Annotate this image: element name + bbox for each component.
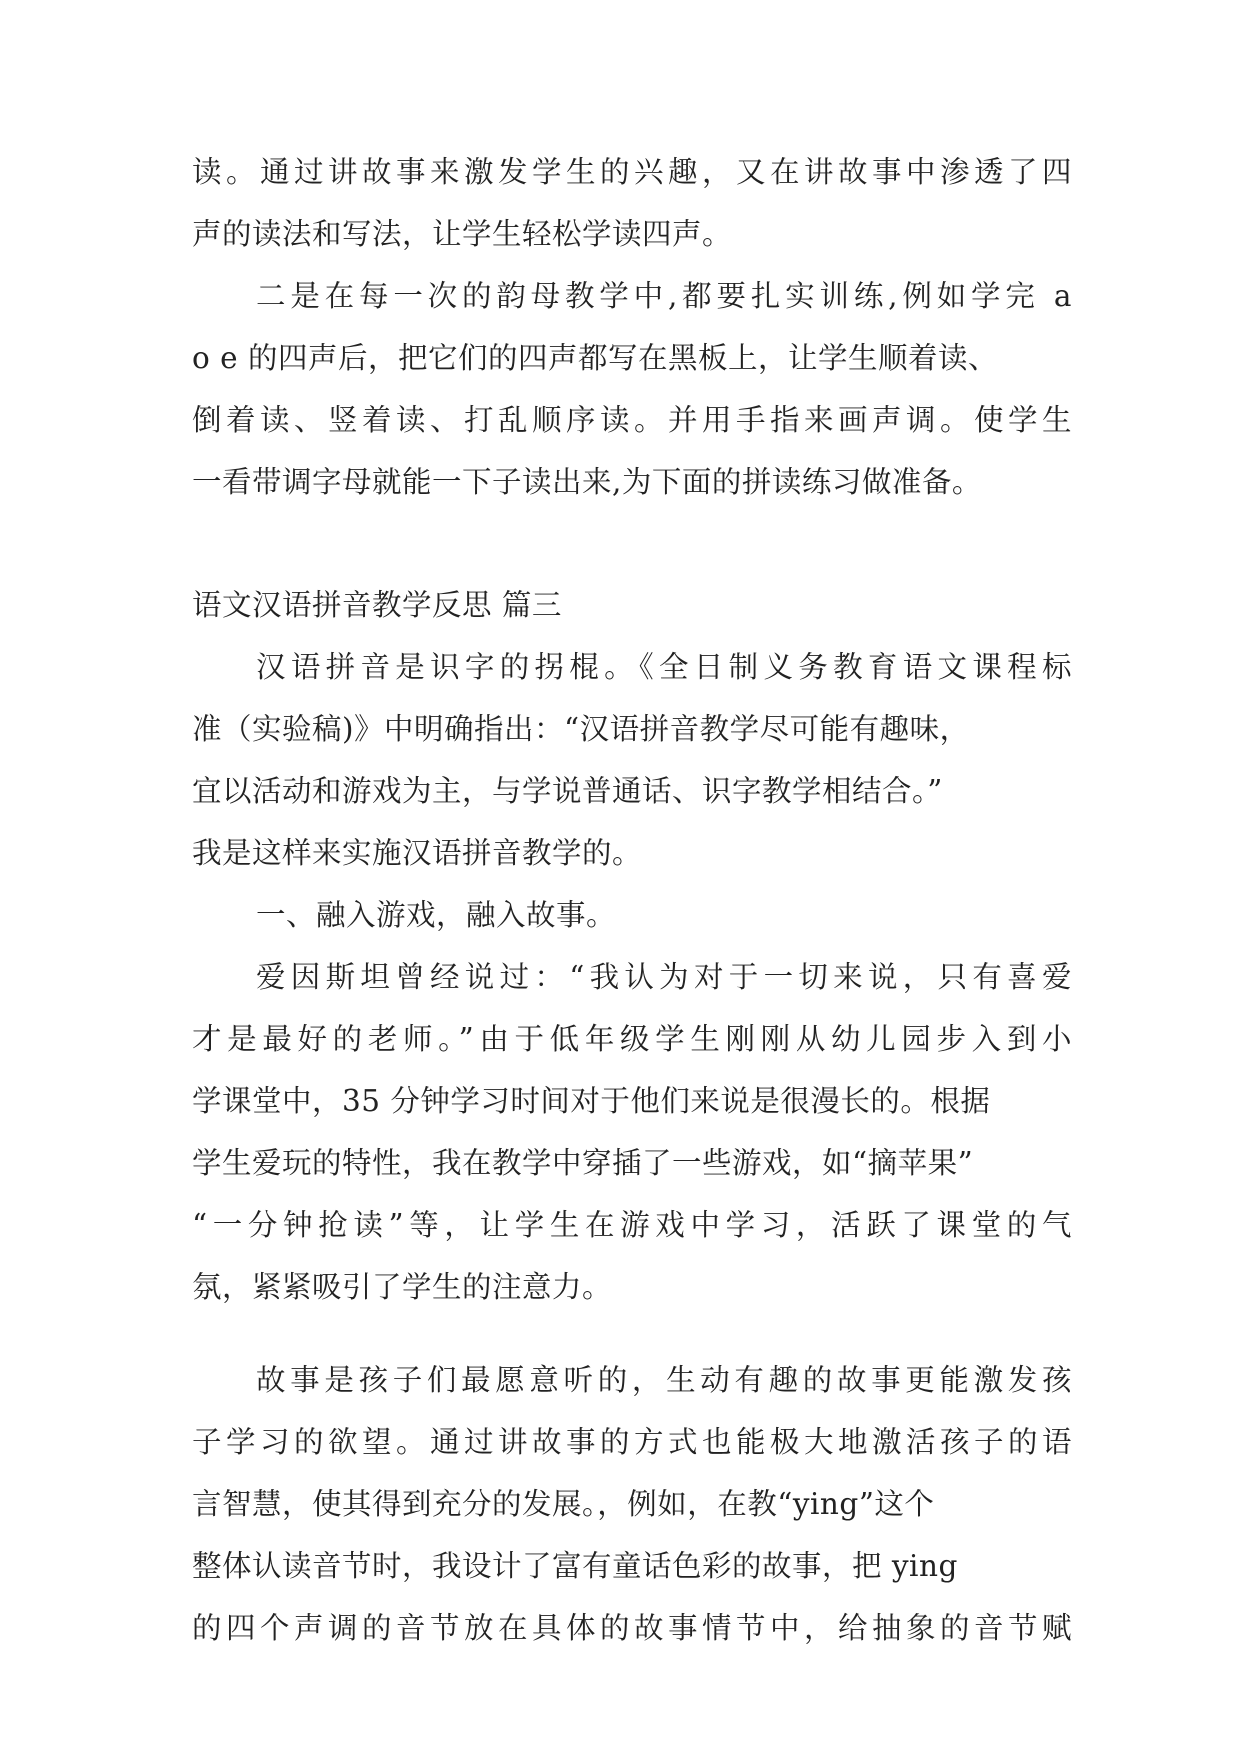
text-line: o e 的四声后，把它们的四声都写在黑板上，让学生顺着读、 [192,341,998,375]
text-line: 故事是孩子们最愿意听的，生动有趣的故事更能激发孩 [256,1363,1072,1397]
text-line: 子学习的欲望。通过讲故事的方式也能极大地激活孩子的语 [192,1425,1072,1459]
text-line: 声的读法和写法，让学生轻松学读四声。 [192,217,733,251]
text-line: 氛，紧紧吸引了学生的注意力。 [192,1270,613,1304]
text-line: “一分钟抢读”等，让学生在游戏中学习，活跃了课堂的气 [192,1208,1072,1242]
text-line: 的四个声调的音节放在具体的故事情节中，给抽象的音节赋 [192,1611,1072,1645]
text-line: 整体认读音节时，我设计了富有童话色彩的故事，把 ying [192,1549,958,1583]
text-line: 准（实验稿)》中明确指出：“汉语拼音教学尽可能有趣味， [192,712,970,746]
text-line: 爱因斯坦曾经说过：“我认为对于一切来说，只有喜爱 [256,960,1072,994]
text-line: 二是在每一次的韵母教学中,都要扎实训练,例如学完 a [256,279,1072,313]
text-line: 言智慧，使其得到充分的发展。，例如，在教“ying”这个 [192,1487,935,1521]
text-line: 学生爱玩的特性，我在教学中穿插了一些游戏，如“摘苹果” [192,1146,974,1180]
text-line: 一看带调字母就能一下子读出来,为下面的拼读练习做准备。 [192,465,982,499]
section-heading: 语文汉语拼音教学反思 篇三 [192,588,562,622]
text-line: 汉语拼音是识字的拐棍。《全日制义务教育语文课程标 [256,650,1072,684]
text-line: 读。通过讲故事来激发学生的兴趣，又在讲故事中渗透了四 [192,155,1072,189]
text-line: 才是最好的老师。”由于低年级学生刚刚从幼儿园步入到小 [192,1022,1072,1056]
text-line: 倒着读、竖着读、打乱顺序读。并用手指来画声调。使学生 [192,403,1072,437]
text-line: 学课堂中，35 分钟学习时间对于他们来说是很漫长的。根据 [192,1084,991,1118]
text-line: 我是这样来实施汉语拼音教学的。 [192,836,643,870]
subheading: 一、融入游戏，融入故事。 [256,898,617,932]
text-line: 宜以活动和游戏为主，与学说普通话、识字教学相结合。” [192,774,943,808]
